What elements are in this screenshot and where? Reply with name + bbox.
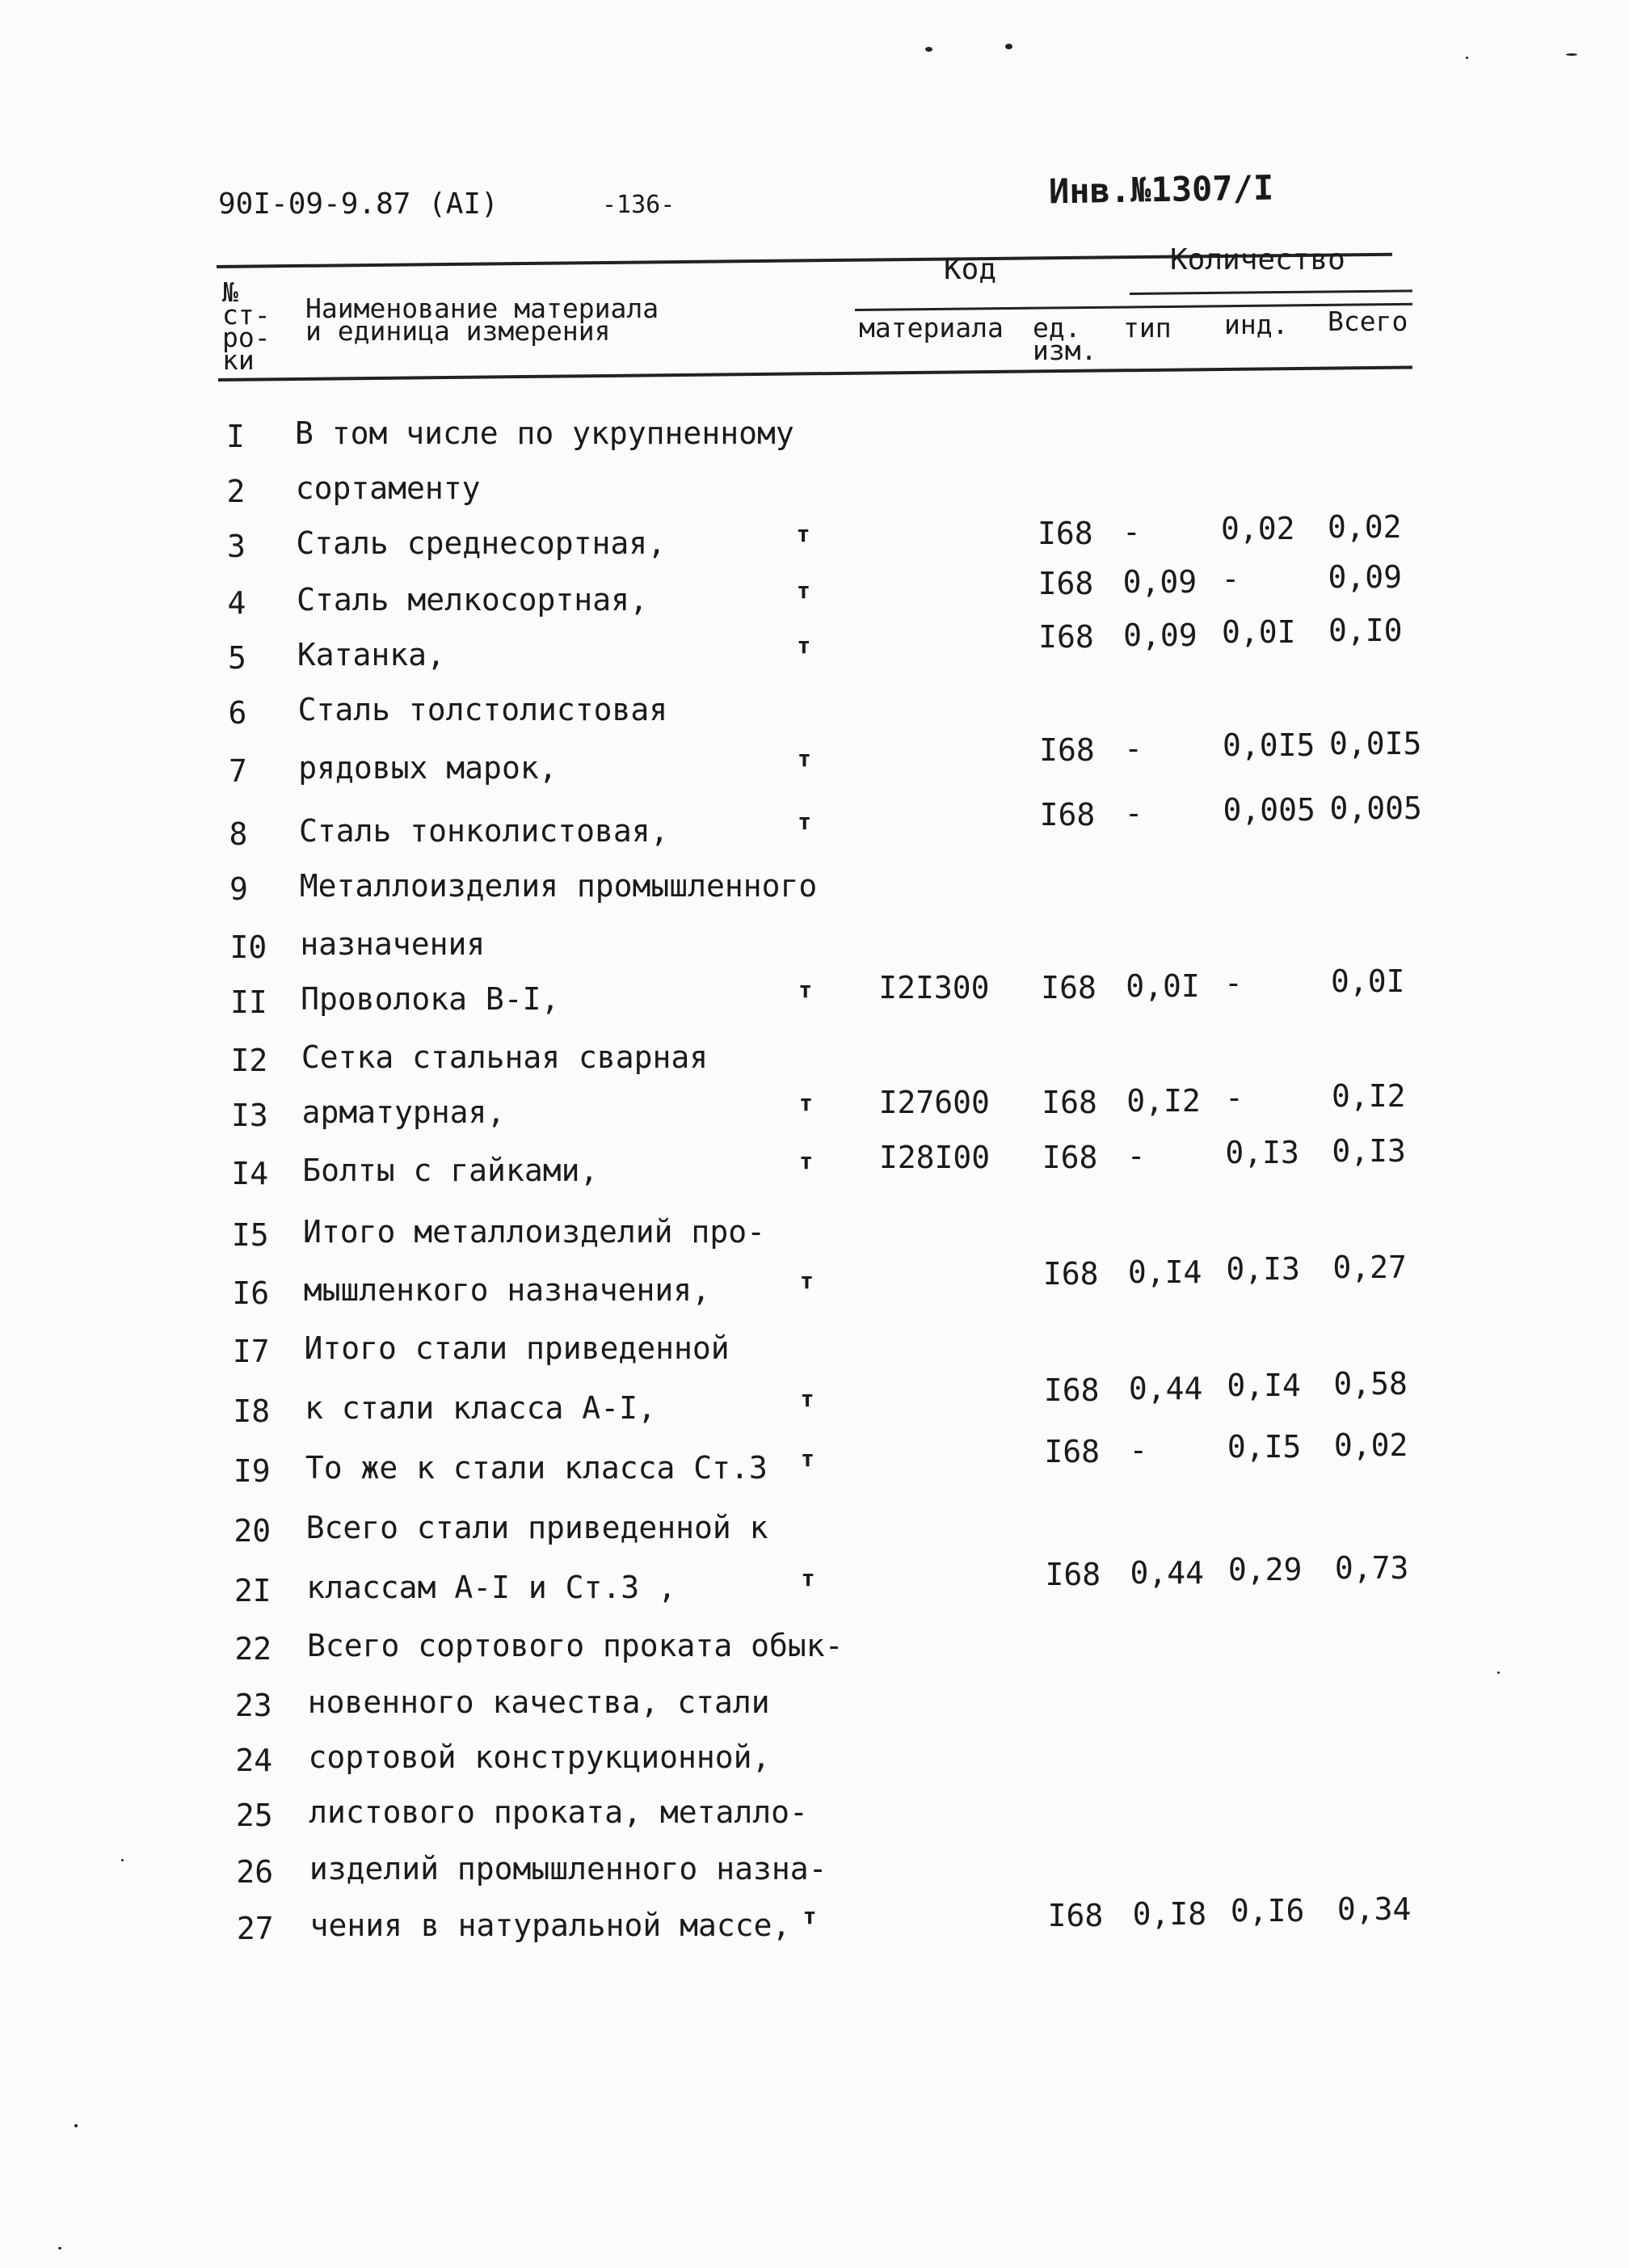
row-number: 20 (234, 1513, 272, 1549)
page-number: -136- (602, 191, 676, 219)
material-code: I2I300 (878, 970, 990, 1005)
unit-code: I68 (1041, 970, 1097, 1005)
scan-speck (1005, 44, 1012, 49)
header-qty-ind: инд. (1224, 309, 1289, 340)
qty-type: 0,44 (1130, 1555, 1204, 1591)
qty-ind: 0,I6 (1230, 1893, 1305, 1929)
qty-total: 0,02 (1327, 509, 1402, 545)
row-number: 6 (228, 695, 247, 731)
header-qty-type: тип (1123, 312, 1172, 344)
row-number: II (229, 984, 267, 1020)
qty-type: 0,09 (1122, 564, 1198, 600)
quantity-group-rule (1130, 289, 1412, 295)
qty-total: 0,I2 (1331, 1078, 1406, 1114)
qty-ind: 0,02 (1220, 511, 1295, 546)
scan-speck (925, 47, 932, 52)
material-name: Сталь среднесортная, (296, 525, 666, 561)
qty-ind: 0,0I (1221, 614, 1296, 650)
qty-type: 0,44 (1128, 1371, 1203, 1406)
qty-ind: 0,0I5 (1222, 727, 1315, 763)
material-name: Всего стали приведенной к (305, 1510, 768, 1545)
row-number: 22 (234, 1631, 272, 1667)
inventory-number: Инв.№1307/I (1048, 167, 1274, 212)
unit-label: т (798, 808, 812, 835)
qty-type: 0,09 (1123, 618, 1198, 653)
qty-ind: 0,I5 (1227, 1429, 1302, 1465)
unit-label: т (800, 1385, 814, 1412)
row-number: 24 (235, 1743, 273, 1778)
material-name: сортовой конструкционной, (308, 1739, 771, 1775)
row-number: 26 (236, 1854, 274, 1890)
qty-total: 0,I3 (1332, 1133, 1406, 1169)
qty-ind: 0,I4 (1227, 1368, 1301, 1403)
qty-total: 0,0I (1330, 963, 1405, 999)
qty-ind: - (1224, 1080, 1244, 1115)
qty-ind: 0,I3 (1225, 1135, 1299, 1170)
row-number: 7 (228, 753, 247, 789)
unit-label: т (799, 1267, 814, 1294)
header-bottom-rule (218, 366, 1412, 382)
material-code: I28I00 (878, 1140, 991, 1175)
material-name: сортаменту (295, 470, 481, 506)
row-number: I0 (229, 930, 267, 965)
row-number: 3 (226, 529, 246, 564)
material-name: арматурная, (301, 1094, 506, 1130)
unit-label: т (796, 577, 810, 604)
row-number: 2I (234, 1573, 272, 1608)
header-quantity-group: Количество (1170, 243, 1345, 276)
material-name: чения в натуральной массе, (309, 1908, 791, 1943)
material-name: Сетка стальная сварная (301, 1039, 709, 1075)
material-name: То же к стали класса Ст.3 (305, 1450, 768, 1486)
unit-code: I68 (1042, 1085, 1097, 1120)
qty-type: - (1122, 514, 1141, 550)
qty-type: - (1126, 1138, 1146, 1174)
material-code: I27600 (878, 1085, 990, 1120)
row-number: 25 (235, 1798, 273, 1833)
unit-label: т (799, 1148, 814, 1174)
header-row-no: № ст- ро- ки (222, 276, 271, 376)
row-number: I8 (233, 1393, 271, 1429)
qty-ind: 0,005 (1223, 792, 1315, 828)
unit-code: I68 (1042, 1140, 1098, 1175)
scan-speck (1566, 53, 1577, 56)
material-name: Сталь мелкосортная, (297, 582, 648, 618)
material-name: мышленкого назначения, (303, 1272, 711, 1308)
unit-code: I68 (1047, 1898, 1104, 1933)
qty-ind: - (1221, 561, 1240, 597)
document-code: 90I-09-9.87 (AI) (218, 188, 499, 221)
row-number: 9 (229, 871, 248, 907)
qty-type: 0,0I (1126, 968, 1200, 1004)
row-number: I3 (230, 1098, 268, 1133)
material-name: В том числе по укрупненному (295, 415, 794, 451)
unit-label: т (797, 745, 811, 772)
row-number: 4 (227, 585, 246, 621)
qty-ind: 0,29 (1227, 1552, 1303, 1587)
row-number: I7 (232, 1334, 270, 1369)
unit-code: I68 (1042, 1256, 1099, 1292)
row-number: 8 (229, 816, 248, 852)
header-qty-total: Всего (1328, 306, 1408, 337)
scan-speck (121, 1859, 124, 1861)
header-code-group: Код (944, 253, 997, 286)
material-name: Болты с гайками, (302, 1153, 599, 1188)
material-name: Металлоизделия промышленного (299, 868, 818, 904)
unit-code: I68 (1038, 619, 1094, 655)
qty-total: 0,34 (1336, 1891, 1412, 1927)
material-name: Итого стали приведенной (304, 1330, 730, 1366)
material-name: Всего сортового проката обык- (307, 1628, 844, 1663)
material-name: Сталь толстолистовая (297, 692, 668, 727)
unit-label: т (798, 976, 813, 1003)
scan-speck (1497, 1671, 1500, 1674)
row-number: 5 (227, 640, 246, 676)
qty-type: - (1124, 731, 1143, 766)
qty-type: 0,I2 (1126, 1083, 1201, 1119)
row-number: 23 (234, 1688, 272, 1723)
unit-code: I68 (1039, 797, 1096, 833)
unit-label: т (802, 1903, 817, 1929)
material-name: Сталь тонколистовая, (299, 813, 669, 849)
qty-total: 0,02 (1333, 1427, 1408, 1463)
row-number: I2 (230, 1043, 268, 1078)
qty-total: 0,58 (1333, 1366, 1408, 1402)
qty-ind: 0,I3 (1226, 1251, 1300, 1287)
unit-code: I68 (1044, 1434, 1101, 1469)
row-number: I9 (233, 1453, 271, 1489)
scan-speck (1466, 57, 1468, 59)
row-number: I4 (231, 1156, 269, 1191)
unit-code: I68 (1045, 1557, 1101, 1592)
qty-total: 0,005 (1329, 790, 1422, 826)
qty-ind: - (1223, 965, 1243, 1001)
material-name: к стали класса А-I, (305, 1390, 656, 1426)
material-name: назначения (300, 926, 486, 962)
material-name: Катанка, (297, 637, 445, 672)
unit-code: I68 (1038, 566, 1094, 601)
material-name: Итого металлоизделий про- (303, 1214, 765, 1250)
qty-type: 0,I4 (1127, 1254, 1202, 1290)
material-name: рядовых марок, (298, 750, 558, 786)
qty-total: 0,73 (1334, 1550, 1409, 1586)
material-name: новенного качества, стали (307, 1684, 770, 1720)
header-material-name: Наименование материала и единица измерения (305, 293, 659, 347)
header-code-material: материала (859, 312, 1004, 344)
row-number: I (226, 419, 245, 454)
unit-label: т (796, 521, 810, 547)
unit-code: I68 (1038, 516, 1093, 551)
row-number: 2 (226, 474, 246, 509)
unit-code: I68 (1039, 732, 1095, 768)
scan-speck (58, 2247, 61, 2249)
qty-type: - (1124, 795, 1143, 831)
unit-label: т (797, 632, 811, 659)
qty-total: 0,27 (1332, 1250, 1407, 1285)
material-name: классам А-I и Ст.3 , (306, 1570, 676, 1605)
material-name: листового проката, металло- (309, 1794, 808, 1830)
header-code-unit: ед. изм. (1033, 312, 1097, 366)
qty-total: 0,0I5 (1328, 726, 1422, 761)
unit-label: т (800, 1445, 814, 1472)
material-name: изделий промышленного назна- (309, 1851, 827, 1886)
material-name: Проволока В-I, (301, 981, 560, 1017)
unit-label: т (801, 1565, 815, 1591)
qty-total: 0,I0 (1328, 613, 1403, 648)
row-number: 27 (236, 1911, 274, 1946)
scan-speck (74, 2124, 78, 2127)
qty-type: 0,I8 (1132, 1896, 1207, 1932)
row-number: I6 (232, 1275, 270, 1311)
unit-label: т (798, 1090, 813, 1116)
row-number: I5 (231, 1217, 269, 1253)
unit-code: I68 (1043, 1372, 1100, 1408)
qty-total: 0,09 (1328, 559, 1402, 595)
qty-type: - (1129, 1432, 1148, 1468)
